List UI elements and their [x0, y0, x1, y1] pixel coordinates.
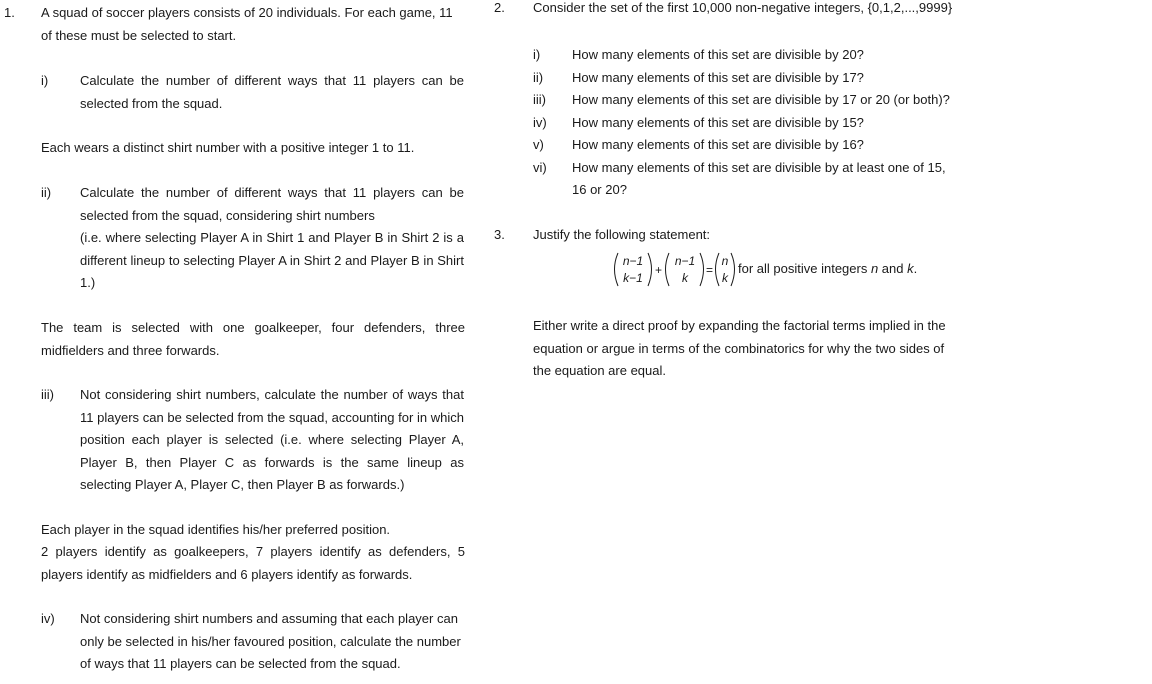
q3-instruction: Either write a direct proof by expanding the factorial terms implied in the equation or argue in terms of the combinatorics for why the two sides of the equation are equal.: [533, 318, 946, 378]
q1-part-ii-example: (i.e. where selecting Player A in Shirt 1 and Player B in Shirt 2 is a different lineup to selecting Player A in Shirt 2 and Player B in Shirt 1.): [80, 230, 464, 290]
q2-item-text: How many elements of this set are divisible by 16?: [572, 137, 864, 152]
binomial-2-right-paren: [700, 253, 704, 286]
q1-part-ii-label: ii): [41, 185, 52, 200]
plus-sign: +: [654, 263, 663, 277]
q2-item-text: How many elements of this set are divisible by at least one of 15, 16 or 20?: [572, 159, 946, 197]
q1-part-i-label: i): [41, 73, 49, 88]
question-3-stem: Justify the following statement:: [533, 227, 711, 242]
question-1-number: 1.: [4, 5, 15, 20]
q1-part-i-text: Calculate the number of different ways that 11 players can be selected from the squad.: [80, 73, 464, 111]
q1-part-iv-label: iv): [41, 611, 55, 626]
formula-and: and: [878, 261, 908, 276]
q2-item-text: How many elements of this set are divisible by 15?: [572, 114, 864, 130]
q2-item-list: [533, 44, 963, 202]
formula-condition-text: for all positive integers: [738, 261, 871, 276]
binomial-1-bottom: k−1: [623, 271, 643, 285]
equals-sign: =: [705, 263, 714, 277]
question-1-stem: A squad of soccer players consists of 20 individuals. For each game, 11 of these must be selected to start.: [41, 5, 453, 43]
binomial-2-top: n−1: [674, 254, 696, 268]
question-2-stem: Consider the set of the first 10,000 non-negative integers, {0,1,2,...,9999}: [533, 0, 953, 15]
q2-item-label: iv): [533, 114, 547, 130]
binomial-3-left-paren: [716, 253, 720, 286]
binomial-2-bottom: k: [682, 271, 688, 285]
variable-n: n: [870, 261, 879, 276]
q2-item-text: How many elements of this set are divisible by 20?: [572, 47, 864, 62]
q2-item: [533, 157, 963, 202]
variable-k: k: [907, 261, 914, 276]
question-2-number: 2.: [494, 0, 505, 15]
q2-item-text: How many elements of this set are divisible by 17?: [572, 69, 864, 85]
binomial-1-right-paren: [648, 253, 652, 286]
binomial-3-right-paren: [731, 253, 735, 286]
binomial-3-top: n: [721, 254, 729, 268]
formula-condition: [738, 258, 917, 281]
q2-item: [533, 112, 963, 135]
binomial-3-bottom: k: [722, 271, 728, 285]
binomial-identity-formula: [610, 250, 940, 290]
q2-item-label: vi): [533, 159, 547, 175]
q1-part-ii-main: Calculate the number of different ways that 11 players can be selected from the squad, considering shirt numbers: [80, 185, 464, 223]
q1-part-ii-text: [80, 182, 464, 295]
q1-part-iii-text: Not considering shirt numbers, calculate the number of ways that 11 players can be selected from the squad, accounting for in which position each player is selected (i.e. where selecting Player A, Player B, then Player C as forwards is the same lineup as selecting Player A, Player C, then Player B as forwards.): [80, 387, 464, 492]
q2-item: [533, 134, 963, 157]
question-3-number: 3.: [494, 227, 505, 242]
q2-item-label: i): [533, 47, 541, 62]
q2-item-label: v): [533, 137, 544, 152]
binomial-1-top: n−1: [622, 254, 644, 268]
formula-period: .: [913, 261, 918, 276]
q1-preference-info-2: 2 players identify as goalkeepers, 7 players identify as defenders, 5 players identify as midfielders and 6 players identify as forwards.: [41, 544, 465, 582]
q2-item: [533, 67, 963, 90]
q1-part-iii-label: iii): [41, 387, 54, 402]
binomial-2-left-paren: [666, 253, 670, 286]
binomial-1-left-paren: [615, 253, 619, 286]
q2-item-label: iii): [533, 92, 546, 107]
q1-preference-info-1: Each player in the squad identifies his/her preferred position.: [41, 522, 391, 537]
q1-part-iv-text: Not considering shirt numbers and assuming that each player can only be selected in his/her favoured position, calculate the number of ways that 11 players can be selected from the squad.: [80, 611, 461, 671]
q1-shirt-info: Each wears a distinct shirt number with a positive integer 1 to 11.: [41, 140, 415, 155]
q1-formation-info: The team is selected with one goalkeeper, four defenders, three midfielders and three forwards.: [41, 320, 465, 358]
q2-item-text: How many elements of this set are divisible by 17 or 20 (or both)?: [572, 92, 950, 107]
q2-item: [533, 89, 963, 112]
q2-item: [533, 44, 963, 67]
q2-item-label: ii): [533, 69, 544, 85]
